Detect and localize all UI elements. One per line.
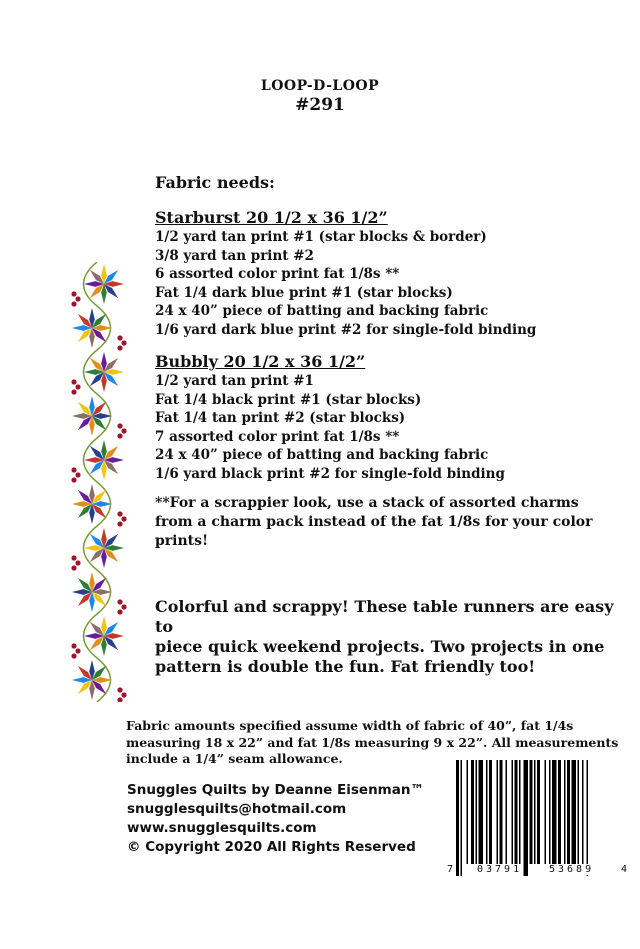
berry	[117, 687, 122, 692]
measurement-line: Fabric amounts specified assume width of fabric of 40”, fat 1/4s	[126, 718, 574, 733]
contact-block	[127, 781, 424, 857]
bubbly-heading: Bubbly 20 1/2 x 36 1/2”	[155, 352, 366, 371]
berry	[121, 604, 126, 609]
berry	[71, 389, 76, 394]
list-item: 7 assorted color print fat 1/8s **	[155, 428, 400, 445]
barcode-group-left: 03791	[477, 864, 523, 875]
berry	[117, 511, 122, 516]
barcode-bar	[456, 760, 459, 876]
barcode-bar	[506, 760, 508, 864]
list-item: Fat 1/4 dark blue print #1 (star blocks)	[155, 284, 453, 301]
measurement-line: measuring 18 x 22” and fat 1/8s measuring 9 x 22”. All measurements	[126, 734, 619, 750]
barcode-bar	[479, 760, 484, 864]
barcode-bar	[572, 760, 577, 864]
barcode-bar	[552, 760, 557, 864]
berry	[71, 477, 76, 482]
barcode-bar	[524, 760, 529, 876]
quilt-star	[72, 572, 112, 612]
list-item: 24 x 40” piece of batting and backing fabric	[155, 447, 489, 463]
quilt-star	[84, 264, 124, 304]
barcode-bar	[530, 760, 533, 864]
starburst-section	[155, 208, 536, 339]
berry	[71, 643, 76, 648]
barcode-bar	[467, 760, 469, 864]
berry	[117, 609, 122, 614]
quilt-star	[84, 440, 124, 480]
barcode-bar	[476, 760, 478, 864]
berry	[121, 692, 126, 697]
berry	[117, 345, 122, 350]
quilt-star	[84, 352, 124, 392]
barcode-bar	[500, 760, 503, 864]
berry	[121, 428, 126, 433]
star-border-illustration	[62, 262, 132, 702]
list-item: Fat 1/4 black print #1 (star blocks)	[155, 391, 422, 408]
note-line: prints!	[155, 533, 209, 549]
quilt-star	[72, 308, 112, 348]
tagline	[155, 597, 625, 677]
barcode-bar	[489, 760, 492, 864]
pattern-name: LOOP-D-LOOP	[260, 78, 380, 94]
barcode-bar	[461, 760, 463, 876]
fabric-needs-heading: Fabric needs:	[155, 173, 275, 192]
berry	[75, 648, 80, 653]
berry	[117, 697, 122, 702]
list-item: 6 assorted color print fat 1/8s **	[155, 266, 400, 282]
berry	[75, 296, 80, 301]
list-item: Fat 1/4 tan print #2 (star blocks)	[155, 410, 406, 426]
barcode-bar	[549, 760, 551, 864]
barcode-bar	[537, 760, 540, 864]
quilt-star	[84, 616, 124, 656]
tagline-line: Colorful and scrappy! These table runners are easy to	[155, 597, 614, 636]
barcode-bar	[519, 760, 521, 864]
note-line: from a charm pack instead of the fat 1/8s for your color	[155, 514, 593, 530]
list-item: 1/2 yard tan print #1	[155, 373, 314, 389]
bubbly-section	[155, 352, 505, 483]
barcode-digits	[448, 864, 628, 878]
email-address: snugglesquilts@hotmail.com	[127, 801, 347, 817]
berry	[75, 560, 80, 565]
berry	[117, 335, 122, 340]
berry	[117, 423, 122, 428]
barcode-bar	[558, 760, 561, 864]
website: www.snugglesquilts.com	[127, 820, 317, 836]
quilt-star	[84, 528, 124, 568]
berry	[121, 516, 126, 521]
barcode-bar	[545, 760, 547, 864]
berry	[75, 384, 80, 389]
barcode-digit-first: 7	[447, 864, 454, 875]
barcode-group-right: 53689	[549, 864, 595, 875]
barcode-bar	[515, 760, 518, 864]
berry	[71, 555, 76, 560]
list-item: 1/6 yard black print #2 for single-fold binding	[155, 465, 505, 482]
berry	[71, 291, 76, 296]
barcode-bar	[564, 760, 566, 864]
barcode-digit-last: 4	[621, 864, 628, 875]
barcode-bar	[486, 760, 488, 864]
berry	[117, 521, 122, 526]
barcode-bar	[512, 760, 514, 864]
barcode-bar	[534, 760, 536, 864]
pattern-number: #291	[295, 95, 345, 115]
quilt-star	[72, 660, 112, 700]
barcode-bar	[497, 760, 499, 864]
berry	[71, 565, 76, 570]
barcode-bar	[578, 760, 580, 864]
tagline-line: pattern is double the fun. Fat friendly too!	[155, 657, 536, 676]
list-item: 3/8 yard tan print #2	[155, 247, 314, 264]
tagline-line: piece quick weekend projects. Two projects in one	[155, 637, 605, 656]
berry	[71, 467, 76, 472]
note-line: **For a scrappier look, use a stack of assorted charms	[155, 495, 579, 511]
berry	[121, 340, 126, 345]
starburst-heading: Starburst 20 1/2 x 36 1/2”	[155, 208, 388, 227]
company-name: Snuggles Quilts by Deanne Eisenman™	[127, 782, 424, 798]
berry	[71, 379, 76, 384]
berry	[71, 653, 76, 658]
quilt-star	[72, 396, 112, 436]
scrappy-note	[155, 494, 595, 551]
measurement-line: include a 1/4” seam allowance.	[126, 751, 343, 766]
copyright: © Copyright 2020 All Rights Reserved	[127, 839, 416, 855]
berry	[75, 472, 80, 477]
barcode-bar	[582, 760, 584, 864]
berry	[71, 301, 76, 306]
barcode-bar	[471, 760, 474, 864]
quilt-star	[72, 484, 112, 524]
list-item: 1/6 yard dark blue print #2 for single-fold binding	[155, 321, 537, 338]
berry	[117, 599, 122, 604]
barcode-bar	[567, 760, 570, 864]
barcode-bar	[587, 760, 589, 876]
list-item: 1/2 yard tan print #1 (star blocks & border)	[155, 229, 487, 245]
berry	[117, 433, 122, 438]
barcode	[448, 760, 628, 880]
list-item: 24 x 40” piece of batting and backing fabric	[155, 303, 489, 319]
